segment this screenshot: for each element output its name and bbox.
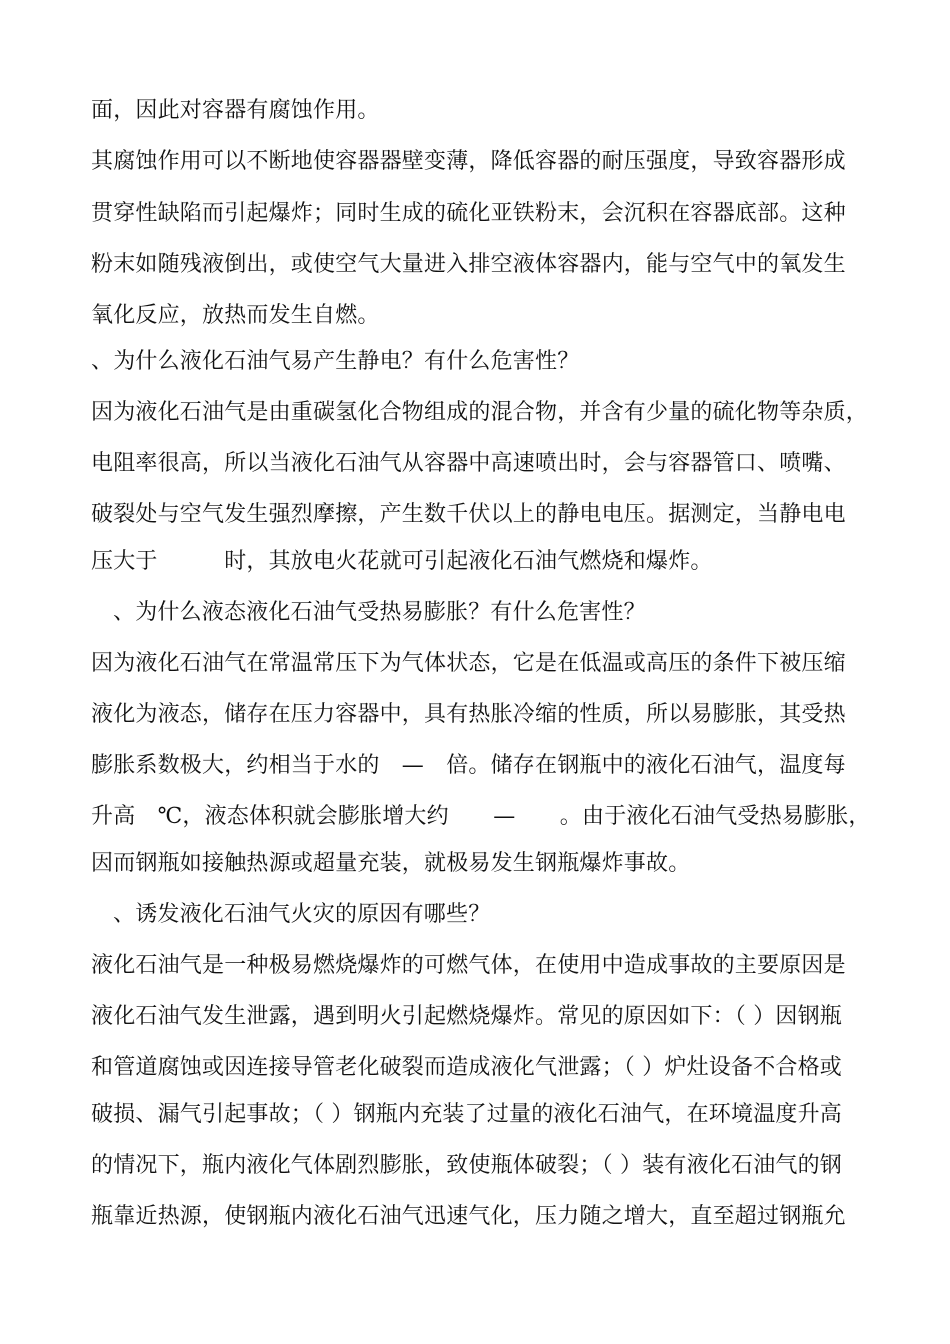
paragraph-line: 压大于 时，其放电火花就可引起液化石油气燃烧和爆炸。 [91, 549, 713, 574]
paragraph-line: 破裂处与空气发生强烈摩擦，产生数千伏以上的静电电压。据测定，当静电电 [91, 502, 846, 527]
question-heading: 、为什么液化石油气易产生静电？有什么危害性？ [91, 349, 580, 374]
question-heading: 、诱发液化石油气火灾的原因有哪些？ [113, 902, 491, 927]
paragraph-line: 其腐蚀作用可以不断地使容器器壁变薄，降低容器的耐压强度，导致容器形成 [91, 149, 846, 174]
paragraph-line: 瓶靠近热源，使钢瓶内液化石油气迅速气化，压力随之增大，直至超过钢瓶允 [91, 1204, 846, 1229]
paragraph-line: 膨胀系数极大，约相当于水的 — 倍。储存在钢瓶中的液化石油气，温度每 [91, 753, 846, 778]
paragraph-line: 粉末如随残液倒出，或使空气大量进入排空液体容器内，能与空气中的氧发生 [91, 252, 846, 277]
paragraph-line: 升高 ℃，液态体积就会膨胀增大约 — 。由于液化石油气受热易膨胀， [91, 804, 871, 829]
paragraph-line: 液化为液态，储存在压力容器中，具有热胀冷缩的性质，所以易膨胀，其受热 [91, 702, 846, 727]
paragraph-line: 和管道腐蚀或因连接导管老化破裂而造成液化气泄露；（ ）炉灶设备不合格或 [91, 1055, 842, 1080]
paragraph-line: 氧化反应，放热而发生自燃。 [91, 303, 380, 328]
paragraph-line: 液化石油气发生泄露，遇到明火引起燃烧爆炸。常见的原因如下：（ ）因钢瓶 [91, 1004, 842, 1029]
paragraph-line: 电阻率很高，所以当液化石油气从容器中高速喷出时，会与容器管口、喷嘴、 [91, 451, 846, 476]
paragraph-line: 因而钢瓶如接触热源或超量充装，就极易发生钢瓶爆炸事故。 [91, 851, 691, 876]
paragraph-line: 的情况下，瓶内液化气体剧烈膨胀，致使瓶体破裂；（ ）装有液化石油气的钢 [91, 1153, 842, 1178]
paragraph-line: 因为液化石油气是由重碳氢化合物组成的混合物，并含有少量的硫化物等杂质， [91, 400, 869, 425]
paragraph-line: 破损、漏气引起事故；（ ）钢瓶内充装了过量的液化石油气，在环境温度升高 [91, 1102, 842, 1127]
paragraph-line: 因为液化石油气在常温常压下为气体状态，它是在低温或高压的条件下被压缩 [91, 651, 846, 676]
paragraph-line: 面，因此对容器有腐蚀作用。 [91, 98, 380, 123]
paragraph-line: 液化石油气是一种极易燃烧爆炸的可燃气体，在使用中造成事故的主要原因是 [91, 953, 846, 978]
paragraph-line: 贯穿性缺陷而引起爆炸；同时生成的硫化亚铁粉末，会沉积在容器底部。这种 [91, 201, 846, 226]
question-heading: 、为什么液态液化石油气受热易膨胀？有什么危害性？ [113, 600, 646, 625]
